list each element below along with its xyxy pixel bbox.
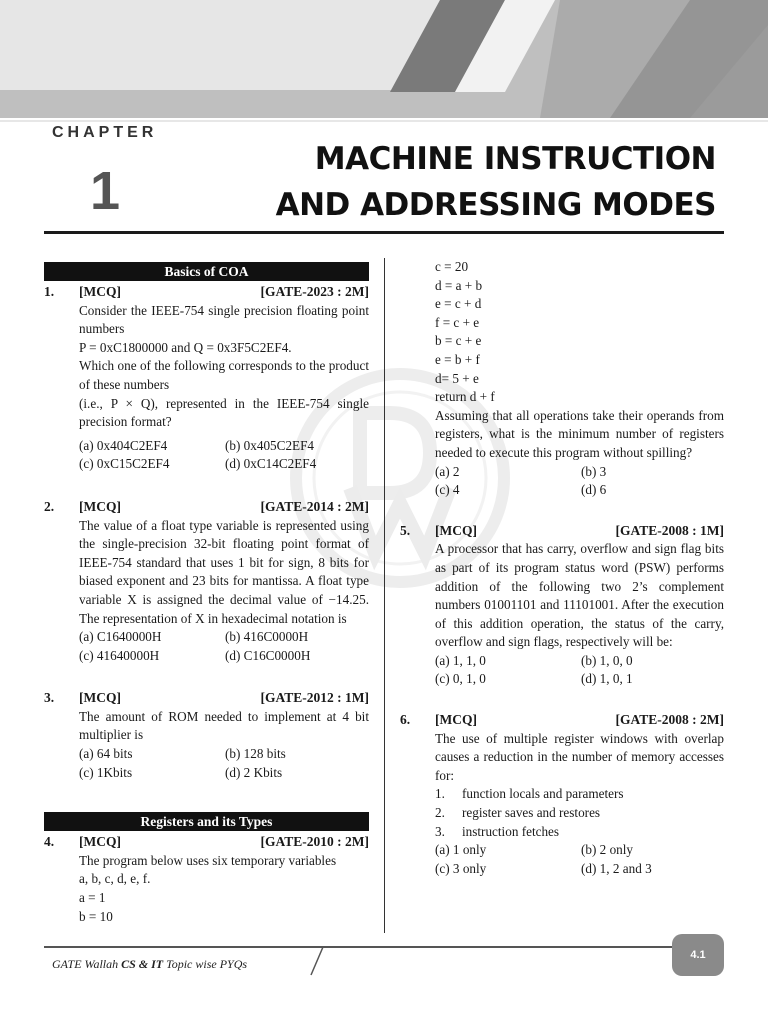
question-header — [44, 689, 369, 708]
exam-tag: [GATE-2014 : 2M] — [260, 498, 369, 514]
question-5 — [400, 522, 724, 689]
question-2 — [44, 498, 369, 665]
option-c[interactable]: (c) 0xC15C2EF4 — [79, 456, 170, 472]
option-c[interactable]: (c) 0, 1, 0 — [435, 671, 486, 687]
option-a[interactable]: (a) C1640000H — [79, 629, 162, 645]
list-text: register saves and restores — [462, 805, 601, 821]
footer-divider — [310, 946, 324, 976]
question-text — [79, 852, 369, 889]
left-column — [44, 262, 369, 926]
footer-credit — [52, 957, 247, 972]
question-line: a, b, c, d, e, f. — [79, 871, 151, 887]
code-line: e = b + f — [435, 351, 480, 367]
question-type: [MCQ] — [435, 522, 477, 538]
option-d[interactable]: (d) C16C0000H — [225, 647, 311, 663]
question-line: P = 0xC1800000 and Q = 0x3F5C2EF4. — [79, 339, 292, 355]
exam-tag: [GATE-2008 : 1M] — [615, 522, 724, 538]
question-4 — [44, 833, 369, 926]
question-text — [79, 302, 369, 432]
page-number: 4.1 — [690, 949, 706, 961]
code-line: d= 5 + e — [435, 370, 479, 386]
options — [79, 437, 369, 474]
option-b[interactable]: (b) 1, 0, 0 — [581, 652, 633, 668]
list-item — [435, 804, 724, 823]
question-line: Consider the IEEE-754 single precision floating point numbers — [79, 302, 369, 337]
question-1 — [44, 283, 369, 474]
question-text: Assuming that all operations take their operands from registers, what is the minimum number of registers needed to execute this program without spilling? — [435, 407, 724, 460]
question-number: 2. — [44, 498, 55, 514]
option-c[interactable]: (c) 3 only — [435, 860, 487, 876]
options — [435, 652, 724, 689]
option-d[interactable]: (d) 1, 0, 1 — [581, 671, 633, 687]
list-text: function locals and parameters — [462, 786, 624, 802]
section-heading-registers: Registers and its Types — [44, 812, 369, 831]
chapter-label: CHAPTER — [52, 124, 158, 141]
question-text: The value of a float type variable is represented using the single-precision 32-bit floating point format of IEEE-754 standard that uses 1 bit for sign, 8 bits for biased exponent and 23 bits for mantissa. A float type variable X is assigned the decimal value of −14.25. The representation of X in hexadecimal notation is — [79, 517, 369, 626]
option-b[interactable]: (b) 2 only — [581, 842, 634, 858]
code-block — [79, 889, 369, 926]
options — [435, 841, 724, 878]
exam-tag: [GATE-2023 : 2M] — [260, 284, 369, 299]
option-d[interactable]: (d) 1, 2 and 3 — [581, 860, 652, 876]
list-item — [435, 823, 724, 842]
code-line: return d + f — [435, 389, 495, 405]
title-rule — [44, 231, 724, 234]
column-divider — [384, 258, 385, 933]
options — [435, 463, 724, 500]
code-line: e = c + d — [435, 296, 482, 312]
footer-rule — [44, 946, 724, 948]
code-block — [435, 258, 724, 407]
question-text: The amount of ROM needed to implement at 4 bit multiplier is — [79, 708, 369, 743]
option-a[interactable]: (a) 0x404C2EF4 — [79, 437, 168, 453]
header-banner — [0, 0, 768, 125]
question-line: The program below uses six temporary variables — [79, 852, 337, 868]
footer-suffix: Topic wise PYQs — [166, 957, 248, 971]
options — [79, 745, 369, 782]
exam-tag: [GATE-2008 : 2M] — [615, 712, 724, 728]
list-number: 2. — [435, 805, 445, 821]
question-header — [44, 833, 369, 852]
numbered-list — [435, 785, 724, 841]
code-line: b = 10 — [79, 908, 113, 924]
right-column — [400, 258, 724, 878]
option-a[interactable]: (a) 64 bits — [79, 746, 133, 762]
option-b[interactable]: (b) 128 bits — [225, 746, 286, 762]
code-line: a = 1 — [79, 890, 106, 906]
question-number: 6. — [400, 712, 411, 728]
question-header — [44, 498, 369, 517]
question-line: (i.e., P × Q), represented in the IEEE-754 single precision format? — [79, 395, 369, 430]
option-d[interactable]: (d) 2 Kbits — [225, 764, 283, 780]
list-text: instruction fetches — [462, 823, 560, 839]
question-number: 5. — [400, 522, 411, 538]
option-c[interactable]: (c) 1Kbits — [79, 764, 133, 780]
code-line: c = 20 — [435, 259, 469, 274]
question-type: [MCQ] — [79, 834, 121, 850]
option-b[interactable]: (b) 0x405C2EF4 — [225, 437, 315, 453]
exam-tag: [GATE-2010 : 2M] — [260, 834, 369, 850]
question-line: Which one of the following corresponds to the product of these numbers — [79, 358, 369, 392]
code-line: d = a + b — [435, 277, 483, 293]
question-3 — [44, 689, 369, 782]
list-number: 1. — [435, 786, 445, 802]
option-d[interactable]: (d) 0xC14C2EF4 — [225, 456, 317, 472]
question-type: [MCQ] — [79, 498, 121, 514]
option-a[interactable]: (a) 1 only — [435, 842, 487, 858]
question-number: 3. — [44, 690, 55, 706]
code-line: f = c + e — [435, 314, 480, 330]
question-type: [MCQ] — [435, 712, 477, 728]
options — [79, 628, 369, 665]
question-header — [44, 283, 369, 302]
footer-brand: GATE Wallah — [52, 957, 119, 971]
list-number: 3. — [435, 823, 445, 839]
exam-tag: [GATE-2012 : 1M] — [260, 690, 369, 706]
code-line: b = c + e — [435, 333, 482, 349]
chapter-title — [276, 136, 716, 228]
chapter-title-line-2: AND ADDRESSING MODES — [275, 187, 716, 223]
question-number: 1. — [44, 284, 55, 299]
question-6 — [400, 711, 724, 878]
question-number: 4. — [44, 834, 55, 850]
question-4-continued — [400, 258, 724, 500]
section-heading-basics: Basics of COA — [44, 262, 369, 281]
question-type: [MCQ] — [79, 284, 121, 299]
option-a[interactable]: (a) 2 — [435, 463, 460, 479]
chapter-number: 1 — [90, 161, 121, 221]
page-number-badge — [672, 934, 724, 976]
list-item — [435, 785, 724, 804]
option-b[interactable]: (b) 3 — [581, 463, 607, 479]
option-c[interactable]: (c) 4 — [435, 482, 460, 498]
question-type: [MCQ] — [79, 690, 121, 706]
option-d[interactable]: (d) 6 — [581, 482, 607, 498]
footer-subject: CS & IT — [121, 957, 164, 971]
option-c[interactable]: (c) 41640000H — [79, 647, 160, 663]
question-header — [400, 522, 724, 541]
question-text: A processor that has carry, overflow and sign flag bits as part of its program status word (PSW) performs addition of the following two 2’s complement numbers 01001101 and 11101001. After the execution of this addition operation, the status of the carry, overflow and sign flags, respectively will be: — [435, 541, 724, 650]
question-header — [400, 711, 724, 730]
chapter-title-line-1: MACHINE INSTRUCTION — [314, 141, 716, 177]
question-text: The use of multiple register windows with overlap causes a reduction in the number of memory accesses for: — [435, 730, 724, 783]
option-b[interactable]: (b) 416C0000H — [225, 629, 309, 645]
option-a[interactable]: (a) 1, 1, 0 — [435, 652, 486, 668]
